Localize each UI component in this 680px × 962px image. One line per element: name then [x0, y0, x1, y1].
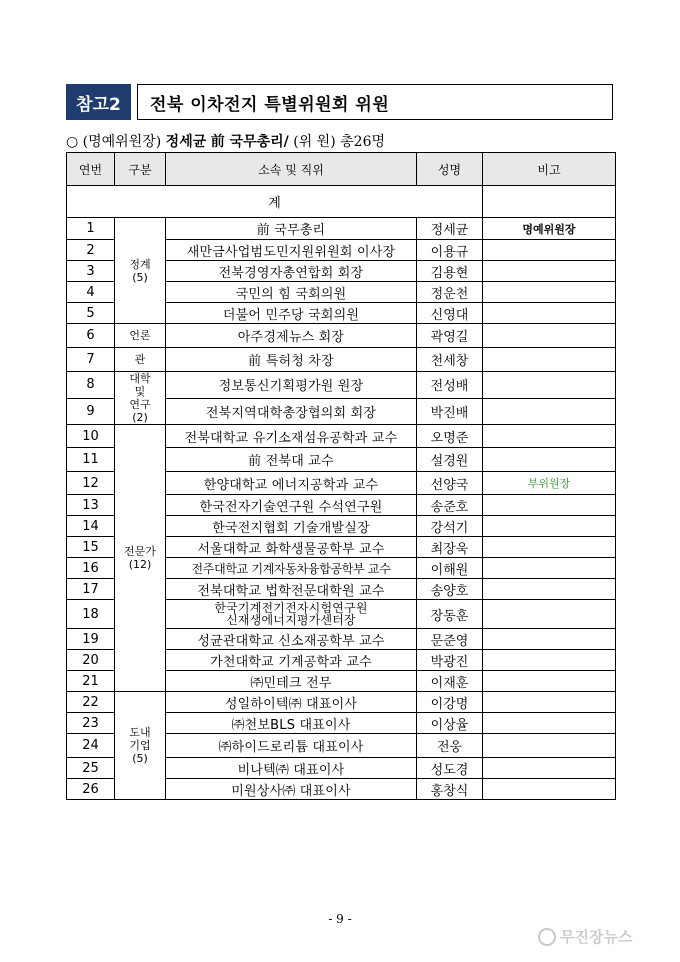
row-number: 22: [67, 692, 115, 713]
position-cell: 성일하이텍㈜ 대표이사: [166, 692, 417, 713]
table-row: [67, 218, 616, 240]
note-cell: [483, 713, 616, 734]
member-name: 이용규: [417, 240, 483, 261]
row-number: 13: [67, 495, 115, 516]
note-cell: [483, 600, 616, 629]
position-cell: 더불어 민주당 국회의원: [166, 303, 417, 324]
category-line: 전문가: [124, 545, 156, 558]
position-cell: 한양대학교 에너지공학과 교수: [166, 472, 417, 495]
category-line: 및: [134, 385, 146, 398]
member-name: 문준영: [417, 629, 483, 650]
note-cell: [483, 448, 616, 472]
summary-line: [66, 131, 385, 151]
table-row: [67, 692, 616, 713]
member-name: 설경원: [417, 448, 483, 472]
row-number: 7: [67, 348, 115, 372]
note-cell: [483, 579, 616, 600]
row-number: 1: [67, 218, 115, 240]
member-name: 천세창: [417, 348, 483, 372]
position-cell: 前 특허청 차장: [166, 348, 417, 372]
watermark: [538, 926, 632, 947]
member-name: 이해원: [417, 558, 483, 579]
watermark-text: 무진장뉴스: [560, 928, 633, 946]
position-cell: 서울대학교 화학생물공학부 교수: [166, 537, 417, 558]
member-name: 정운천: [417, 282, 483, 303]
table-row: [67, 372, 616, 399]
category-line: 기업: [129, 739, 151, 752]
row-number: 23: [67, 713, 115, 734]
row-number: 11: [67, 448, 115, 472]
header-category: 구분: [115, 153, 166, 186]
category-cell-academia: [115, 372, 166, 425]
row-number: 15: [67, 537, 115, 558]
member-name: 오명준: [417, 425, 483, 448]
position-cell: 한국전자기술연구원 수석연구원: [166, 495, 417, 516]
honorary-chair-name: 정세균: [165, 134, 207, 150]
position-cell: 아주경제뉴스 회장: [166, 324, 417, 348]
note-cell: [483, 779, 616, 800]
position-cell: 前 전북대 교수: [166, 448, 417, 472]
row-number: 20: [67, 650, 115, 671]
member-name: 김용현: [417, 261, 483, 282]
member-name: 신영대: [417, 303, 483, 324]
category-line: 도내: [129, 726, 151, 739]
member-name: 송준호: [417, 495, 483, 516]
note-cell: [483, 324, 616, 348]
position-cell: 전북대학교 법학전문대학원 교수: [166, 579, 417, 600]
members-label: (위 원): [293, 134, 336, 150]
position-cell: 가천대학교 기계공학과 교수: [166, 650, 417, 671]
category-cell-politics: [115, 218, 166, 324]
reference-tag: 참고2: [66, 84, 131, 120]
position-cell: 성균관대학교 신소재공학부 교수: [166, 629, 417, 650]
position-cell: 비나텍㈜ 대표이사: [166, 758, 417, 779]
row-number: 2: [67, 240, 115, 261]
page-number: - 9 -: [328, 912, 352, 926]
member-name: 박진배: [417, 398, 483, 425]
category-line: (5): [132, 752, 148, 765]
table-header-row: [67, 153, 616, 186]
note-cell: [483, 282, 616, 303]
row-number: 18: [67, 600, 115, 629]
note-cell: 명예위원장: [483, 218, 616, 240]
position-cell: 미원상사㈜ 대표이사: [166, 779, 417, 800]
honorary-chair-title: 前 국무총리/: [210, 134, 289, 150]
row-number: 17: [67, 579, 115, 600]
position-line: 한국기계전기전자시험연구원: [214, 601, 368, 615]
member-name: 이상율: [417, 713, 483, 734]
position-line: 신재생에너지평가센터장: [226, 613, 356, 627]
note-cell: [483, 425, 616, 448]
table-row: [67, 348, 616, 372]
note-cell: 부위원장: [483, 472, 616, 495]
category-cell-press: 언론: [115, 324, 166, 348]
total-note: [483, 186, 616, 218]
member-name: 전성배: [417, 372, 483, 399]
roster-body: [67, 218, 616, 800]
note-cell: [483, 758, 616, 779]
row-number: 26: [67, 779, 115, 800]
position-cell: 전주대학교 기계자동차융합공학부 교수: [166, 558, 417, 579]
member-name: 강석기: [417, 516, 483, 537]
header-name: 성명: [417, 153, 483, 186]
total-label: 계: [67, 186, 483, 218]
row-number: 10: [67, 425, 115, 448]
member-name: 박광진: [417, 650, 483, 671]
member-name: 정세균: [417, 218, 483, 240]
note-cell: [483, 734, 616, 758]
row-number: 14: [67, 516, 115, 537]
member-name: 이재훈: [417, 671, 483, 692]
row-number: 25: [67, 758, 115, 779]
category-line: (5): [132, 270, 148, 284]
row-number: 8: [67, 372, 115, 399]
header-position: 소속 및 직위: [166, 153, 417, 186]
position-cell: 前 국무총리: [166, 218, 417, 240]
note-cell: [483, 629, 616, 650]
row-number: 21: [67, 671, 115, 692]
member-name: 이강명: [417, 692, 483, 713]
position-cell: 새만금사업범도민지원위원회 이사장: [166, 240, 417, 261]
note-cell: [483, 303, 616, 324]
row-number: 9: [67, 398, 115, 425]
member-name: 장동훈: [417, 600, 483, 629]
note-cell: [483, 692, 616, 713]
position-cell: ㈜하이드로리튬 대표이사: [166, 734, 417, 758]
member-name: 최장욱: [417, 537, 483, 558]
row-number: 12: [67, 472, 115, 495]
note-cell: [483, 537, 616, 558]
position-cell: 한국전지협회 기술개발실장: [166, 516, 417, 537]
member-name: 전웅: [417, 734, 483, 758]
position-cell: 전북대학교 유기소재섬유공학과 교수: [166, 425, 417, 448]
note-cell: [483, 240, 616, 261]
note-cell: [483, 348, 616, 372]
note-cell: [483, 261, 616, 282]
position-cell: ㈜민테크 전무: [166, 671, 417, 692]
member-name: 곽영길: [417, 324, 483, 348]
category-cell-firms: [115, 692, 166, 800]
row-number: 19: [67, 629, 115, 650]
note-cell: [483, 650, 616, 671]
category-cell-experts: [115, 425, 166, 692]
bullet-symbol: ○: [66, 134, 79, 150]
category-line: 대학: [129, 372, 151, 385]
position-cell: 전북경영자총연합회 회장: [166, 261, 417, 282]
member-name: 성도경: [417, 758, 483, 779]
position-cell: ㈜천보BLS 대표이사: [166, 713, 417, 734]
row-number: 16: [67, 558, 115, 579]
position-cell: 정보통신기획평가원 원장: [166, 372, 417, 399]
category-line: 정계: [129, 257, 151, 271]
table-row: [67, 425, 616, 448]
member-name: 선양국: [417, 472, 483, 495]
note-cell: [483, 495, 616, 516]
row-number: 6: [67, 324, 115, 348]
position-cell: 국민의 힘 국회의원: [166, 282, 417, 303]
position-cell: 전북지역대학총장협의회 회장: [166, 398, 417, 425]
row-number: 5: [67, 303, 115, 324]
note-cell: [483, 372, 616, 399]
members-total: 총26명: [340, 134, 386, 150]
member-name: 송양호: [417, 579, 483, 600]
category-line: (12): [128, 558, 152, 571]
section-header: [66, 84, 613, 120]
total-row: [67, 186, 616, 218]
note-cell: [483, 558, 616, 579]
note-cell: [483, 398, 616, 425]
watermark-logo-icon: [538, 928, 556, 946]
note-cell: [483, 671, 616, 692]
section-title: 전북 이차전지 특별위원회 위원: [137, 84, 613, 120]
row-number: 3: [67, 261, 115, 282]
member-name: 홍창식: [417, 779, 483, 800]
position-cell: [166, 600, 417, 629]
category-line: (2): [132, 411, 148, 424]
category-line: 연구: [129, 398, 151, 411]
header-note: 비고: [483, 153, 616, 186]
note-cell: [483, 516, 616, 537]
header-no: 연번: [67, 153, 115, 186]
committee-roster-table: [66, 152, 616, 800]
row-number: 24: [67, 734, 115, 758]
honorary-chair-label: (명예위원장): [82, 134, 162, 150]
category-cell-official: 관: [115, 348, 166, 372]
row-number: 4: [67, 282, 115, 303]
table-row: [67, 324, 616, 348]
